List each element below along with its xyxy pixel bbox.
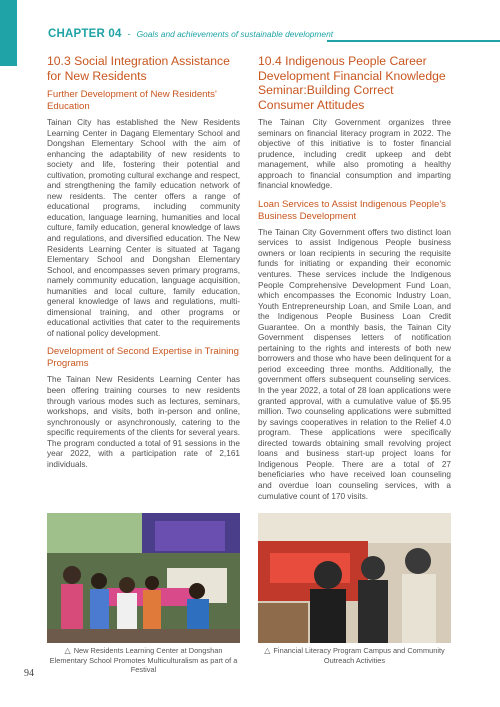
- page-number: 94: [24, 668, 34, 679]
- section-title-10-3: 10.3 Social Integration Assistance for New Residents: [47, 54, 230, 83]
- chapter-label: CHAPTER 04: [48, 28, 122, 40]
- chapter-separator: -: [127, 29, 131, 39]
- chapter-subtitle: Goals and achievements of sustainable development: [136, 29, 334, 39]
- right-column: [258, 54, 451, 509]
- caption-left-text: New Residents Learning Center at Dongshan Elementary School Promotes Multiculturalism as part of a Festival: [49, 646, 238, 675]
- chapter-header: [48, 28, 500, 46]
- paragraph-education: Tainan City has established the New Residents Learning Center in Dagang Elementary School and Dongshan Elementary School with the aim of enhancing the adaptability of new residents to society and life, fostering their potential and cultivation, promoting cultural exchange and respect, and strengthening the family education network of new residents. The center offers a range of educational programs, including community education, language learning, humanities and local culture, family education, general knowledge of laws and regulations, and diversified education. The New Residents Learning Center is situated at Tagang Elementary School and Dongshan Elementary School, and encompasses seven primary programs, namely community education, language acquisition, humanities and local culture, family education, general knowledge of laws and regulations, multi-dimensional training, and other programs or educational activities that cater to the requirements of national policy development.: [47, 118, 240, 338]
- section-title-10-4: 10.4 Indigenous People Career Development Financial Knowledge Seminar:Building Correct Consumer Attitudes: [258, 54, 446, 112]
- paragraph-seminar: The Tainan City Government organizes three seminars on financial literacy program in 2022. The objective of this initiative is to foster financial prudence, including credit upkeep and debt management, while also promoting a healthy approach to financial consumption and imparting financial knowledge.: [258, 118, 451, 191]
- subsection-title-education: Further Development of New Residents' Education: [47, 89, 217, 112]
- chapter-tab: [0, 0, 17, 66]
- paragraph-loans: The Tainan City Government offers two distinct loan services to assist Indigenous People business owners or loan recipients in securing the requisite funds for initiating or expanding their economic ventures. These services include the Indigenous People Comprehensive Development Fund Loan, which encompasses the Economic Industry Loan, Youth Entrepreneurship Loan, and Smile Loan, and the Indigenous People Business Loan Credit Guarantee. On a monthly basis, the Tainan City Government dispenses letters of notification pertaining to the rights and interests of both new borrowers and those who have been delinquent for a period exceeding three months. Additionally, the government offers subsequent counseling services. In the year 2022, a total of 28 loan applications were granted approval, with a cumulative value of $5.95 million. Two counseling applications were submitted by savings cooperatives in relation to the Relief 4.0 program. These applications were specifically directed towards obtaining small revolving project loans and business start-up project loans for Indigenous People. There are a total of 27 beneficiaries who have received loan counseling and overdue loan counseling services, with a cumulative count of 170 visits.: [258, 227, 451, 501]
- festival-photo: [47, 513, 240, 643]
- caption-right: [258, 646, 451, 665]
- caption-left: [47, 646, 240, 675]
- subsection-title-loans: Loan Services to Assist Indigenous People's Business Development: [258, 198, 446, 222]
- caption-right-text: Financial Literacy Program Campus and Community Outreach Activities: [273, 646, 445, 665]
- triangle-icon: △: [264, 646, 271, 655]
- financial-literacy-photo: [258, 513, 451, 643]
- subsection-title-training: Development of Second Expertise in Training Programs: [47, 346, 239, 370]
- left-column: [47, 54, 240, 477]
- header-rule: [327, 40, 500, 42]
- paragraph-training: The Tainan New Residents Learning Center has been offering training courses to new residents through various modes such as lectures, seminars, workshops, and visits, both in-person and online, synchronously or asynchronously, catering to the specific requirements of the clients for several years. The program conducted a total of 91 sessions in the year 2022, with a participation rate of 2,161 individuals.: [47, 375, 240, 469]
- triangle-icon: △: [64, 646, 71, 655]
